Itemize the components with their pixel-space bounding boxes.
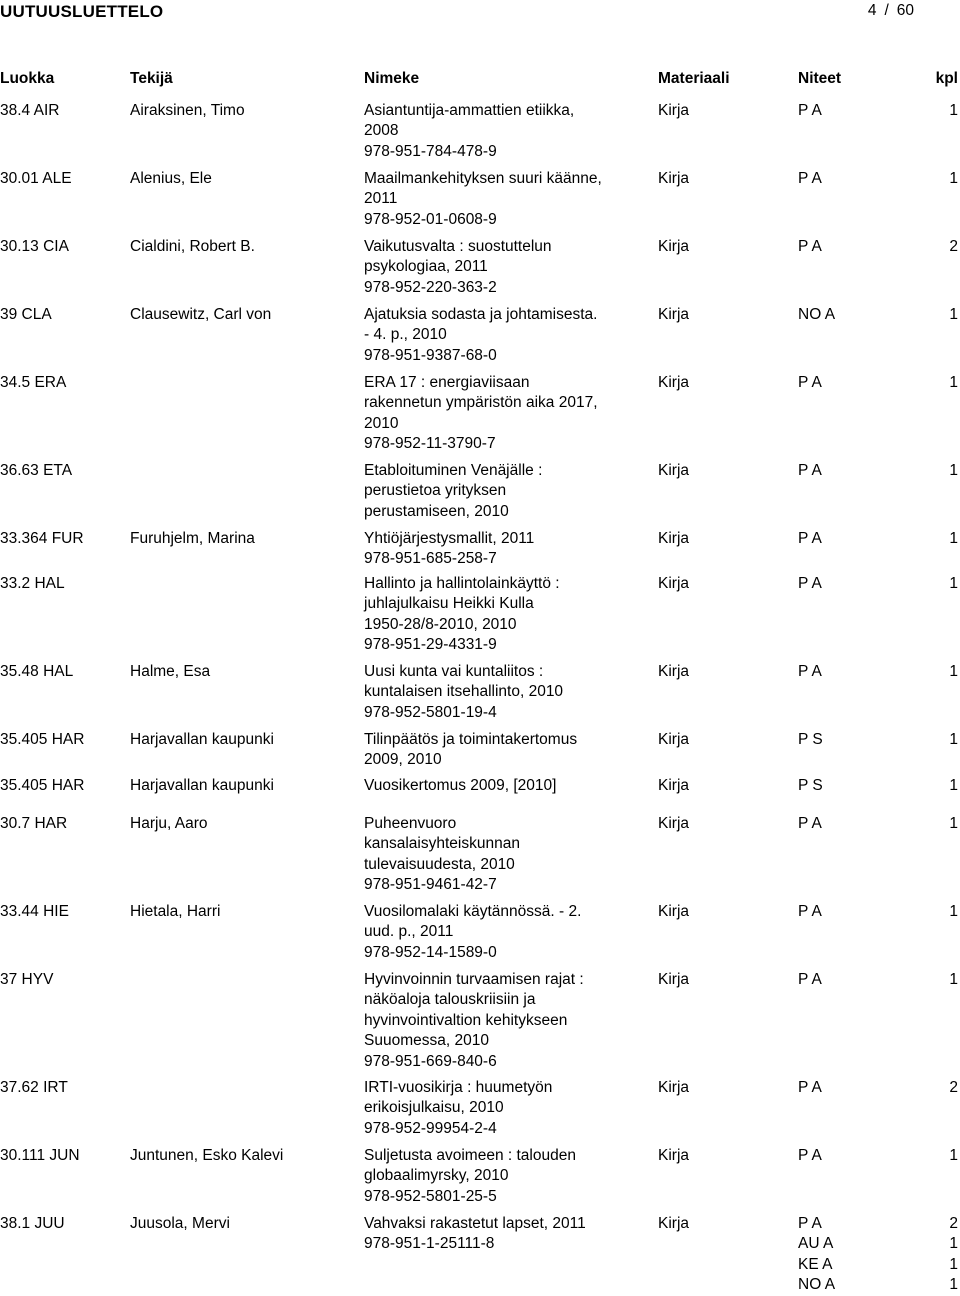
- entry-material: Kirja: [658, 170, 690, 187]
- entry-class: 34.5 ERA: [0, 374, 67, 391]
- entry-title: [364, 574, 634, 656]
- entry-copies-location: [798, 574, 822, 594]
- entry-count-line: 1: [949, 903, 958, 920]
- entry-material: Kirja: [658, 238, 690, 255]
- entry-class: 37.62 IRT: [0, 1079, 68, 1096]
- entry-title-line: Puheenvuoro: [364, 815, 457, 832]
- entry-copies-location: [798, 373, 822, 393]
- entry-title: [364, 730, 634, 771]
- entry-count-line: 1: [949, 731, 958, 748]
- entry-copies-location: [798, 730, 823, 750]
- entry-count-line: 1: [949, 462, 958, 479]
- entry-count: [949, 1214, 958, 1296]
- entry-title-line: 978-951-1-25111-8: [364, 1235, 495, 1253]
- entry-count-line: 2: [949, 1215, 958, 1232]
- entry-count: [949, 730, 958, 750]
- entry-title: [364, 902, 634, 963]
- entry-count: [949, 1146, 958, 1166]
- entry-title: [364, 305, 634, 366]
- entry-material: Kirja: [658, 971, 690, 988]
- entry-copies-location: [798, 101, 822, 121]
- entry-author: Juusola, Mervi: [130, 1215, 230, 1232]
- entry-author: Airaksinen, Timo: [130, 102, 245, 119]
- entry-count-line: 1: [949, 971, 958, 988]
- entry-title: [364, 662, 634, 723]
- entry-title: [364, 101, 634, 162]
- entry-title-line: juhlajulkaisu Heikki Kulla: [364, 595, 534, 613]
- entry-title-line: 978-951-9461-42-7: [364, 876, 497, 894]
- column-header-row: [0, 70, 960, 90]
- entry-title-line: Asiantuntija-ammattien etiikka,: [364, 102, 575, 119]
- entry-count: [949, 776, 958, 796]
- entry-title-line: 978-952-14-1589-0: [364, 943, 497, 961]
- entry-title-line: IRTI-vuosikirja : huumetyön: [364, 1079, 553, 1096]
- col-header-luokka: Luokka: [0, 70, 55, 87]
- entry-title-line: 978-952-11-3790-7: [364, 435, 496, 453]
- entry-author: Hietala, Harri: [130, 903, 221, 920]
- entry-class: 33.364 FUR: [0, 530, 84, 547]
- entry-location-line: P A: [798, 1079, 822, 1096]
- entry-count: [949, 814, 958, 834]
- entry-count: [949, 1078, 958, 1098]
- col-header-niteet: Niteet: [798, 70, 842, 87]
- col-header-nimeke: Nimeke: [364, 70, 420, 87]
- entry-copies-location: [798, 1146, 822, 1166]
- entry-material: Kirja: [658, 663, 690, 680]
- entry-count-line: 1: [949, 1276, 958, 1294]
- entry-count: [949, 662, 958, 682]
- entry-location-line: P A: [798, 663, 822, 680]
- entry-title-line: näköaloja talouskriisiin ja: [364, 991, 536, 1009]
- entry-location-line: AU A: [798, 1235, 834, 1253]
- entry-title-line: Suuomessa, 2010: [364, 1032, 489, 1050]
- entry-class: 38.1 JUU: [0, 1215, 65, 1232]
- entry-copies-location: [798, 776, 823, 796]
- entry-author: Harjavallan kaupunki: [130, 731, 274, 748]
- entry-class: 37 HYV: [0, 971, 54, 988]
- entry-class: 30.111 JUN: [0, 1147, 80, 1164]
- entry-class: 35.405 HAR: [0, 777, 85, 794]
- entry-location-line: NO A: [798, 1276, 836, 1294]
- entry-title-line: Etabloituminen Venäjälle :: [364, 462, 543, 479]
- entry-title-line: 1950-28/8-2010, 2010: [364, 615, 517, 633]
- entry-count: [949, 902, 958, 922]
- entry-title-line: psykologiaa, 2011: [364, 258, 488, 276]
- entry-material: Kirja: [658, 374, 690, 391]
- entry-title-line: 978-952-5801-19-4: [364, 703, 497, 721]
- entry-copies-location: [798, 305, 835, 325]
- entry-copies-location: [798, 814, 822, 834]
- entry-title-line: - 4. p., 2010: [364, 326, 447, 344]
- entry-location-line: P A: [798, 1215, 822, 1232]
- entry-material: Kirja: [658, 530, 690, 547]
- entry-copies-location: [798, 461, 822, 481]
- entry-material: Kirja: [658, 777, 690, 794]
- entry-count: [949, 574, 958, 594]
- entry-author: Clausewitz, Carl von: [130, 306, 272, 323]
- col-header-kpl: kpl: [935, 70, 958, 87]
- entry-title-line: 978-951-685-258-7: [364, 550, 497, 568]
- entry-location-line: P A: [798, 238, 822, 255]
- entry-count-line: 1: [949, 575, 958, 592]
- entry-title-line: hyvinvointivaltion kehitykseen: [364, 1011, 568, 1029]
- entry-count-line: 1: [949, 306, 958, 323]
- entry-material: Kirja: [658, 1079, 690, 1096]
- entry-title-line: 978-952-5801-25-5: [364, 1187, 497, 1205]
- entry-count-line: 1: [949, 1235, 958, 1253]
- entry-material: Kirja: [658, 815, 690, 832]
- entry-count-line: 1: [949, 170, 958, 187]
- entry-material: Kirja: [658, 903, 690, 920]
- entry-count-line: 1: [949, 1147, 958, 1164]
- entry-title-line: 2010: [364, 414, 399, 432]
- entry-count: [949, 970, 958, 990]
- entry-class: 38.4 AIR: [0, 102, 60, 119]
- entry-title: [364, 1214, 634, 1255]
- entry-title-line: Hallinto ja hallintolainkäyttö :: [364, 575, 560, 592]
- entry-title: [364, 373, 634, 455]
- entry-author: Cialdini, Robert B.: [130, 238, 255, 255]
- entry-title-line: 978-951-9387-68-0: [364, 346, 497, 364]
- entry-author: Furuhjelm, Marina: [130, 530, 255, 547]
- entry-class: 30.13 CIA: [0, 238, 69, 255]
- entry-copies-location: [798, 169, 822, 189]
- entry-title: [364, 1078, 634, 1139]
- entry-count-line: 1: [949, 1255, 958, 1273]
- entry-title: [364, 461, 634, 522]
- entry-title-line: perustietoa yrityksen: [364, 482, 507, 500]
- entry-location-line: P A: [798, 903, 822, 920]
- entry-title-line: 978-951-784-478-9: [364, 142, 497, 160]
- entry-title-line: tulevaisuudesta, 2010: [364, 855, 515, 873]
- entry-title: [364, 237, 634, 298]
- page-indicator: 4 / 60: [867, 2, 914, 19]
- entry-count-line: 1: [949, 102, 958, 119]
- entry-class: 35.405 HAR: [0, 731, 85, 748]
- entry-material: Kirja: [658, 102, 690, 119]
- entry-title-line: 978-951-669-840-6: [364, 1052, 497, 1070]
- entry-title-line: rakennetun ympäristön aika 2017,: [364, 394, 598, 412]
- entry-material: Kirja: [658, 1215, 690, 1232]
- entry-count: [949, 237, 958, 257]
- entry-author: Juntunen, Esko Kalevi: [130, 1147, 284, 1164]
- entry-class: 36.63 ETA: [0, 462, 73, 479]
- entry-count-line: 2: [949, 238, 958, 255]
- entry-title-line: kuntalaisen itsehallinto, 2010: [364, 683, 564, 701]
- entry-title-line: kansalaisyhteiskunnan: [364, 835, 520, 853]
- entry-title: [364, 169, 634, 230]
- entry-copies-location: [798, 529, 822, 549]
- entry-author: Halme, Esa: [130, 663, 211, 680]
- entry-location-line: P A: [798, 170, 822, 187]
- entry-title-line: Yhtiöjärjestysmallit, 2011: [364, 530, 535, 547]
- entry-count-line: 1: [949, 374, 958, 391]
- entry-author: Harju, Aaro: [130, 815, 208, 832]
- entry-title-line: Uusi kunta vai kuntaliitos :: [364, 663, 544, 680]
- entry-location-line: P A: [798, 1147, 822, 1164]
- entry-location-line: P S: [798, 777, 823, 794]
- entry-title-line: globaalimyrsky, 2010: [364, 1167, 509, 1185]
- entry-material: Kirja: [658, 1147, 690, 1164]
- entry-title-line: Vuosilomalaki käytännössä. - 2.: [364, 903, 582, 920]
- entry-count: [949, 305, 958, 325]
- entry-title-line: ERA 17 : energiaviisaan: [364, 374, 530, 391]
- entry-title-line: 978-951-29-4331-9: [364, 636, 497, 654]
- entry-copies-location: [798, 902, 822, 922]
- entry-title-line: erikoisjulkaisu, 2010: [364, 1099, 504, 1117]
- entry-count-line: 1: [949, 530, 958, 547]
- col-header-materiaali: Materiaali: [658, 70, 730, 87]
- entry-class: 39 CLA: [0, 306, 52, 323]
- current-page: 4: [867, 2, 877, 19]
- entry-title: [364, 1146, 634, 1207]
- entry-material: Kirja: [658, 731, 690, 748]
- entry-author: Harjavallan kaupunki: [130, 777, 274, 794]
- entry-count-line: 1: [949, 815, 958, 832]
- entry-count-line: 1: [949, 663, 958, 680]
- entry-title-line: 978-952-01-0608-9: [364, 210, 497, 228]
- entry-count-line: 1: [949, 777, 958, 794]
- entry-location-line: P A: [798, 815, 822, 832]
- entry-location-line: P A: [798, 575, 822, 592]
- entry-title-line: 2008: [364, 122, 399, 140]
- entry-location-line: NO A: [798, 306, 836, 323]
- entry-title-line: Ajatuksia sodasta ja johtamisesta.: [364, 306, 598, 323]
- entry-title: [364, 776, 634, 796]
- entry-location-line: P A: [798, 102, 822, 119]
- entry-class: 33.2 HAL: [0, 575, 65, 592]
- entry-count: [949, 461, 958, 481]
- entry-title-line: uud. p., 2011: [364, 923, 454, 941]
- entry-copies-location: [798, 662, 822, 682]
- entry-author: Alenius, Ele: [130, 170, 212, 187]
- entry-count: [949, 373, 958, 393]
- entry-title-line: Maailmankehityksen suuri käänne,: [364, 170, 602, 187]
- entry-class: 33.44 HIE: [0, 903, 69, 920]
- entry-title-line: Vahvaksi rakastetut lapset, 2011: [364, 1215, 586, 1232]
- entry-location-line: P A: [798, 374, 822, 391]
- entry-copies-location: [798, 1214, 835, 1296]
- entry-count-line: 2: [949, 1079, 958, 1096]
- entry-material: Kirja: [658, 462, 690, 479]
- entry-title: [364, 529, 634, 570]
- entry-class: 35.48 HAL: [0, 663, 74, 680]
- entry-count: [949, 529, 958, 549]
- entry-location-line: KE A: [798, 1255, 833, 1273]
- entry-title-line: Suljetusta avoimeen : talouden: [364, 1147, 576, 1164]
- document-title: UUTUUSLUETTELO: [0, 2, 164, 21]
- entry-location-line: P S: [798, 731, 823, 748]
- entry-title-line: perustamiseen, 2010: [364, 502, 509, 520]
- entry-title-line: Hyvinvoinnin turvaamisen rajat :: [364, 971, 584, 988]
- entry-title: [364, 814, 634, 896]
- entry-title: [364, 970, 634, 1072]
- entry-copies-location: [798, 237, 822, 257]
- entry-copies-location: [798, 970, 822, 990]
- entry-title-line: Vuosikertomus 2009, [2010]: [364, 777, 557, 794]
- col-header-tekija: Tekijä: [130, 70, 173, 87]
- total-pages: 60: [896, 2, 914, 19]
- entry-class: 30.7 HAR: [0, 815, 68, 832]
- entry-location-line: P A: [798, 971, 822, 988]
- entry-material: Kirja: [658, 306, 690, 323]
- entry-title-line: Tilinpäätös ja toimintakertomus: [364, 731, 578, 748]
- entry-count: [949, 169, 958, 189]
- entry-location-line: P A: [798, 462, 822, 479]
- entry-title-line: 2011: [364, 190, 398, 208]
- entry-title-line: 2009, 2010: [364, 751, 442, 769]
- entry-class: 30.01 ALE: [0, 170, 72, 187]
- entry-title-line: Vaikutusvalta : suostuttelun: [364, 238, 552, 255]
- entry-title-line: 978-952-220-363-2: [364, 278, 497, 296]
- entry-location-line: P A: [798, 530, 822, 547]
- entry-count: [949, 101, 958, 121]
- entry-material: Kirja: [658, 575, 690, 592]
- entry-title-line: 978-952-99954-2-4: [364, 1119, 497, 1137]
- entry-copies-location: [798, 1078, 822, 1098]
